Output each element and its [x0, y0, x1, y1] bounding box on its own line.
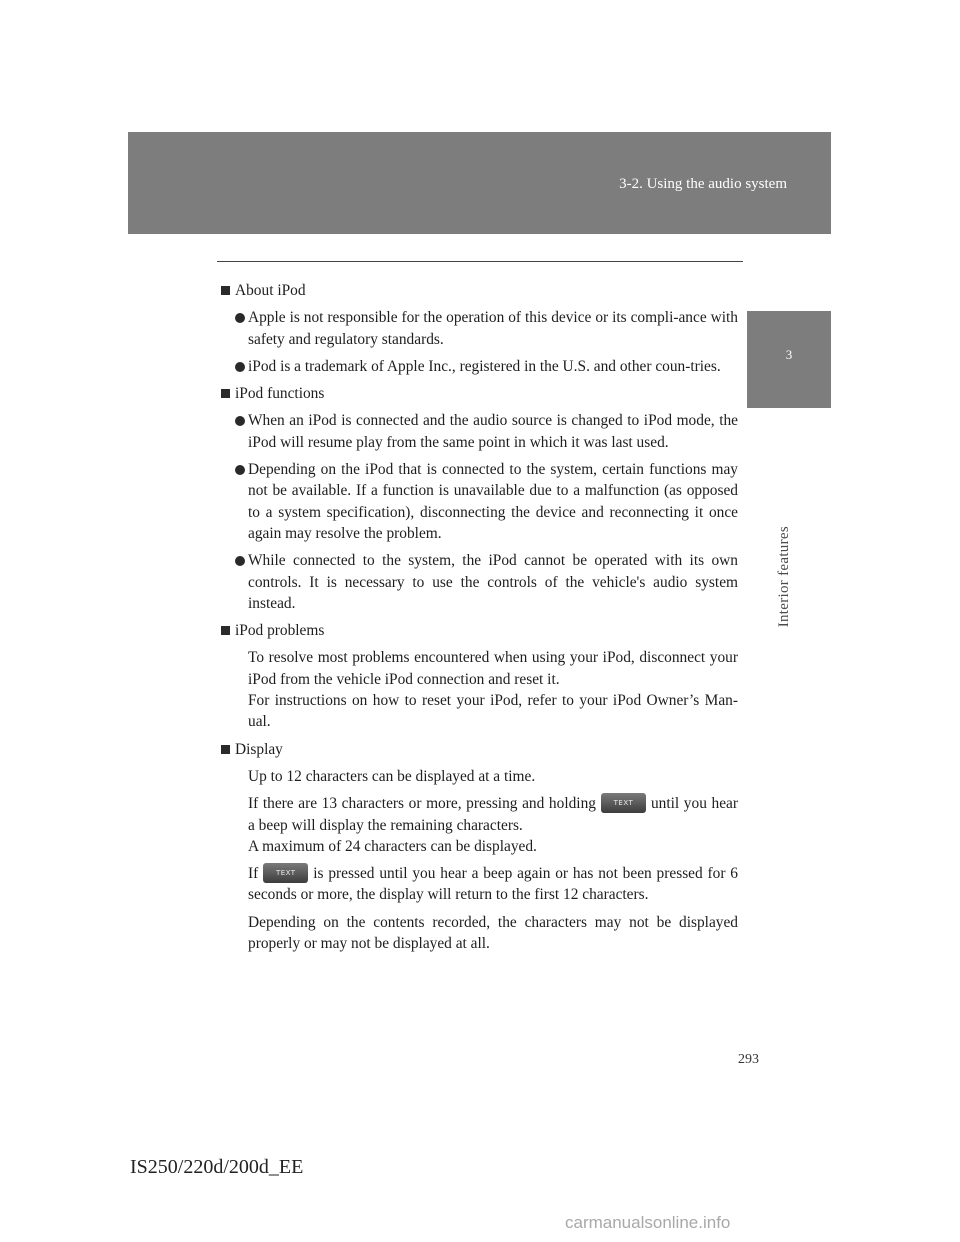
section-heading-about-ipod: About iPod [221, 280, 738, 301]
section-title: 3-2. Using the audio system [619, 176, 787, 192]
section-heading-display: Display [221, 739, 738, 760]
top-divider [217, 261, 743, 262]
paragraph: Up to 12 characters can be displayed at a time. [248, 767, 536, 785]
square-bullet-icon [221, 286, 230, 295]
page-number: 293 [738, 1052, 759, 1067]
round-bullet-icon [235, 465, 245, 475]
paragraph: Depending on the contents recorded, the characters may not be displayed properly or may not be displayed at all. [248, 913, 738, 953]
chapter-label-container [770, 416, 810, 716]
bullet-item: iPod is a trademark of Apple Inc., registered in the U.S. and other coun-tries. [221, 356, 738, 377]
model-code: IS250/220d/200d_EE [130, 1156, 304, 1178]
round-bullet-icon [235, 362, 245, 372]
header-band [128, 132, 831, 234]
square-bullet-icon [221, 389, 230, 398]
paragraph: To resolve most problems encountered when using your iPod, disconnect your iPod from the vehicle iPod connection and reset it. For instructions on how to reset your iPod, refer to your iPod Owner’s Man-ual. [248, 649, 738, 731]
chapter-tab [747, 311, 831, 408]
square-bullet-icon [221, 745, 230, 754]
paragraph: If there are 13 characters or more, pressing and holding TEXT until you hear a beep will display the remaining characters. A maximum of 24 characters can be displayed. [221, 793, 738, 857]
bullet-item: Apple is not responsible for the operation of this device or its compli-ance with safety and regulatory standards. [221, 307, 738, 350]
round-bullet-icon [235, 556, 245, 566]
watermark: carmanualsonline.info [565, 1213, 731, 1232]
text-button-icon: TEXT [263, 863, 308, 883]
bullet-item: When an iPod is connected and the audio source is changed to iPod mode, the iPod will resume play from the same point in which it was last used. [221, 410, 738, 453]
bullet-item: While connected to the system, the iPod cannot be operated with its own controls. It is necessary to use the controls of the vehicle's audio system instead. [221, 550, 738, 614]
bullet-item: Depending on the iPod that is connected to the system, certain functions may not be available. If a function is unavailable due to a malfunction (as opposed to a system specification), disconnecting the device and reconnecting it once again may resolve the problem. [221, 459, 738, 544]
paragraph: If TEXT is pressed until you hear a beep again or has not been pressed for 6 seconds or more, the display will return to the first 12 characters. [221, 863, 738, 906]
text-button-icon: TEXT [601, 793, 646, 813]
chapter-number: 3 [785, 347, 793, 362]
round-bullet-icon [235, 313, 245, 323]
section-heading-ipod-functions: iPod functions [221, 383, 738, 404]
round-bullet-icon [235, 416, 245, 426]
section-heading-ipod-problems: iPod problems [221, 620, 738, 641]
chapter-label: Interior features [776, 526, 792, 628]
square-bullet-icon [221, 626, 230, 635]
page-content [221, 280, 738, 960]
